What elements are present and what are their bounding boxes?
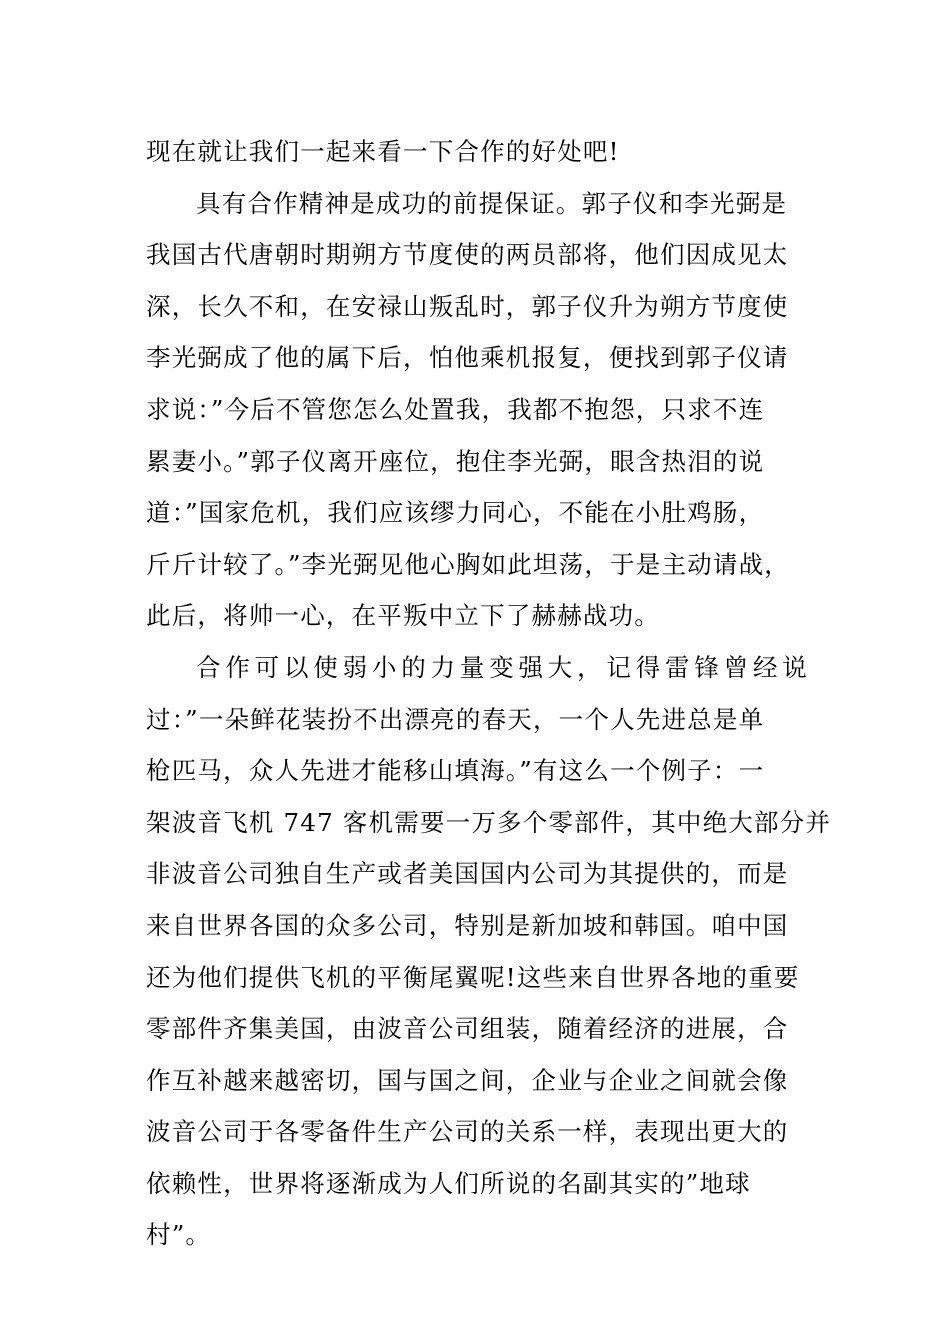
text-line: 波音公司于各零备件生产公司的关系一样，表现出更大的: [146, 1117, 789, 1147]
text-line: 架波音飞机 747 客机需要一万多个零部件，其中绝大部分并: [146, 807, 832, 837]
text-line: 村”。: [146, 1220, 212, 1250]
text-line: 李光弼成了他的属下后，怕他乘机报复，便找到郭子仪请: [146, 343, 789, 373]
text-line: 零部件齐集美国，由波音公司组装，随着经济的进展，合: [146, 1014, 789, 1044]
text-line: 累妻小。”郭子仪离开座位，抱住李光弼，眼含热泪的说: [146, 446, 765, 476]
text-line: 具有合作精神是成功的前提保证。郭子仪和李光弼是: [196, 188, 788, 218]
text-line: 来自世界各国的众多公司，特别是新加坡和韩国。咱中国: [146, 910, 789, 940]
text-line: 此后，将帅一心，在平叛中立下了赫赫战功。: [146, 601, 660, 631]
text-line: 深，长久不和，在安禄山叛乱时，郭子仪升为朔方节度使: [146, 291, 789, 321]
text-line: 合作可以使弱小的力量变强大，记得雷锋曾经说: [196, 652, 808, 682]
text-line: 枪匹马，众人先进才能移山填海。”有这么一个例子：一: [146, 756, 765, 786]
text-line: 道：”国家危机，我们应该缪力同心，不能在小肚鸡肠，: [146, 498, 765, 528]
text-line: 依赖性，世界将逐渐成为人们所说的名副其实的”地球: [146, 1168, 751, 1198]
text-line: 非波音公司独自生产或者美国国内公司为其提供的，而是: [146, 859, 789, 889]
text-line: 我国古代唐朝时期朔方节度使的两员部将，他们因成见太: [146, 240, 789, 270]
text-line: 作互补越来越密切，国与国之间，企业与企业之间就会像: [146, 1065, 789, 1095]
text-line: 斤斤计较了。”李光弼见他心胸如此坦荡，于是主动请战，: [146, 549, 790, 579]
text-line: 还为他们提供飞机的平衡尾翼呢!这些来自世界各地的重要: [146, 962, 800, 992]
text-line: 现在就让我们一起来看一下合作的好处吧!: [146, 137, 620, 166]
essay-text: [146, 126, 832, 1261]
text-line: 求说：”今后不管您怎么处置我，我都不抱怨，只求不连: [146, 394, 765, 424]
text-line: 过：”一朵鲜花装扮不出漂亮的春天，一个人先进总是单: [146, 704, 765, 734]
